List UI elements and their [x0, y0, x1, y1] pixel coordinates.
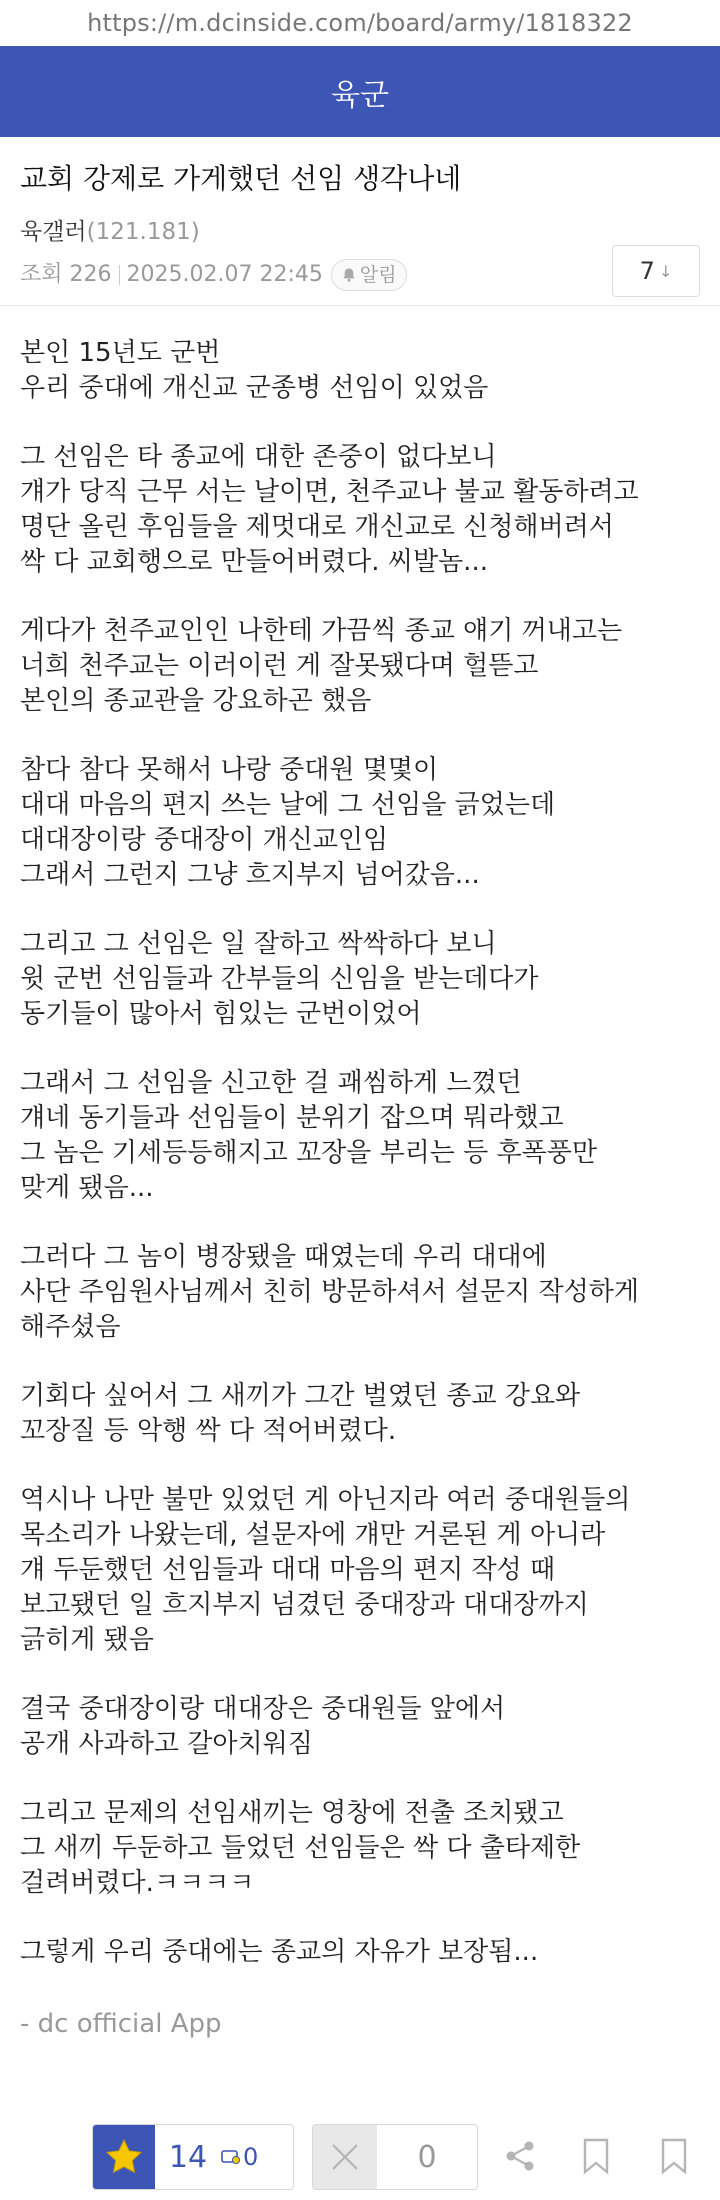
post-datetime: 2025.02.07 22:45: [126, 262, 323, 287]
chevron-down-icon: ↓: [658, 261, 673, 281]
post-meta: [20, 259, 700, 291]
body-paragraph: [20, 336, 700, 406]
body-line: 게다가 천주교인인 나한테 가끔씩 종교 얘기 꺼내고는: [20, 616, 623, 646]
body-line: 참다 참다 못해서 나랑 중대원 몇몇이: [20, 755, 439, 785]
body-line: 걔 두둔했던 선임들과 대대 마음의 편지 작성 때: [20, 1555, 556, 1585]
post-header: [0, 137, 720, 306]
fixed-recommend-count: 0: [243, 2143, 259, 2171]
nonrecommend-x: [313, 2125, 377, 2189]
body-paragraph: [20, 1483, 700, 1658]
body-line: 맞게 됐음...: [20, 1173, 154, 1203]
body-paragraph: [20, 440, 700, 580]
body-paragraph: [20, 1066, 700, 1206]
body-line: 해주셨음: [20, 1312, 121, 1342]
post-content: [20, 336, 700, 1970]
body-line: 그리고 문제의 선임새끼는 영창에 전출 조치됐고: [20, 1798, 564, 1828]
body-line: 걔가 당직 근무 서는 날이면, 천주교나 불교 활동하려고: [20, 477, 639, 507]
body-line: 그래서 그 선임을 신고한 걸 괘씸하게 느꼈던: [20, 1068, 522, 1098]
alarm-label: 알림: [359, 264, 397, 286]
fixed-recommend-icon: [221, 2148, 241, 2166]
body-line: 그리고 그 선임은 일 잘하고 싹싹하다 보니: [20, 929, 497, 959]
body-paragraph: [20, 1692, 700, 1762]
body-line: 걔네 동기들과 선임들이 분위기 잡으며 뭐라했고: [20, 1103, 564, 1133]
body-line: 목소리가 나왔는데, 설문자에 걔만 거론된 게 아니라: [20, 1520, 606, 1550]
post-body: [0, 306, 720, 2044]
fixed-recommend: [221, 2143, 258, 2171]
body-paragraph: [20, 753, 700, 893]
recommend-count: 14: [168, 2139, 208, 2175]
browser-url-bar[interactable]: [0, 0, 720, 46]
body-paragraph: [20, 1240, 700, 1345]
body-line: 대대 마음의 편지 쓰는 날에 그 선임을 긁었는데: [20, 790, 556, 820]
bell-icon: [341, 267, 357, 283]
post-title: 교회 강제로 가게했던 선임 생각나네: [20, 162, 462, 195]
body-paragraph: [20, 1379, 700, 1449]
body-line: 너희 천주교는 이러이런 게 잘못됐다며 헐뜯고: [20, 651, 539, 681]
body-paragraph: [20, 1935, 700, 1970]
body-line: 그 새끼 두둔하고 들었던 선임들은 싹 다 출타제한: [20, 1833, 581, 1863]
board-header: [0, 46, 720, 137]
body-paragraph: [20, 927, 700, 1032]
nonrecommend-button[interactable]: [312, 2124, 478, 2190]
board-name[interactable]: 육군: [331, 77, 389, 113]
recommend-button[interactable]: [92, 2124, 294, 2190]
post-action-bar: [0, 2124, 720, 2194]
x-icon: [328, 2140, 362, 2174]
nonrecommend-count: 0: [417, 2139, 437, 2175]
body-line: 걸려버렸다.ㅋㅋㅋㅋ: [20, 1868, 255, 1898]
body-line: 결국 중대장이랑 대대장은 중대원들 앞에서: [20, 1694, 506, 1724]
body-line: 그래서 그런지 그냥 흐지부지 넘어갔음...: [20, 860, 480, 890]
comment-count-button[interactable]: [612, 245, 700, 297]
body-line: 우리 중대에 개신교 군종병 선임이 있었음: [20, 373, 489, 403]
meta-divider: [119, 265, 120, 285]
recommend-star: [93, 2125, 155, 2189]
comment-count: 7: [639, 257, 655, 285]
author-info: [20, 217, 700, 247]
view-count: 조회 226: [20, 262, 112, 287]
body-line: 그러다 그 놈이 병장됐을 때였는데 우리 대대에: [20, 1242, 547, 1272]
body-line: 보고됐던 일 흐지부지 넘겼던 중대장과 대대장까지: [20, 1590, 589, 1620]
author-nickname[interactable]: 육갤러: [20, 219, 87, 245]
body-line: 긁히게 됐음: [20, 1625, 154, 1655]
body-line: 대대장이랑 중대장이 개신교인임: [20, 825, 389, 855]
body-line: 그 선임은 타 종교에 대한 존중이 없다보니: [20, 442, 497, 472]
body-paragraph: [20, 1796, 700, 1901]
author-ip: (121.181): [86, 219, 200, 245]
bookmark-icon: [581, 2137, 611, 2175]
body-line: 기회다 싶어서 그 새끼가 그간 벌였던 종교 강요와: [20, 1381, 581, 1411]
body-line: 역시나 나만 불만 있었던 게 아닌지라 여러 중대원들의: [20, 1485, 631, 1515]
star-icon: [104, 2137, 144, 2177]
share-button[interactable]: [496, 2132, 544, 2180]
app-signature: - dc official App: [20, 2009, 222, 2039]
body-line: 명단 올린 후임들을 제멋대로 개신교로 신청해버려서: [20, 512, 614, 542]
body-line: 그 놈은 기세등등해지고 꼬장을 부리는 등 후폭풍만: [20, 1138, 598, 1168]
scrap-icon: [659, 2137, 689, 2175]
share-icon: [502, 2138, 538, 2174]
body-line: 그렇게 우리 중대에는 종교의 자유가 보장됨...: [20, 1937, 539, 1967]
body-line: 싹 다 교회행으로 만들어버렸다. 씨발놈...: [20, 547, 488, 577]
body-line: 공개 사과하고 갈아치워짐: [20, 1729, 313, 1759]
alarm-button[interactable]: [331, 259, 407, 291]
body-line: 동기들이 많아서 힘있는 군번이었어: [20, 999, 422, 1029]
bookmark-button[interactable]: [572, 2132, 620, 2180]
body-paragraph: [20, 614, 700, 719]
body-line: 본인의 종교관을 강요하곤 했음: [20, 686, 372, 716]
body-line: 본인 15년도 군번: [20, 338, 221, 368]
body-line: 사단 주임원사님께서 친히 방문하셔서 설문지 작성하게: [20, 1277, 639, 1307]
browser-url[interactable]: https://m.dcinside.com/board/army/1818322: [87, 9, 633, 37]
body-line: 꼬장질 등 악행 싹 다 적어버렸다.: [20, 1416, 397, 1446]
scrap-button[interactable]: [650, 2132, 698, 2180]
body-line: 윗 군번 선임들과 간부들의 신임을 받는데다가: [20, 964, 539, 994]
